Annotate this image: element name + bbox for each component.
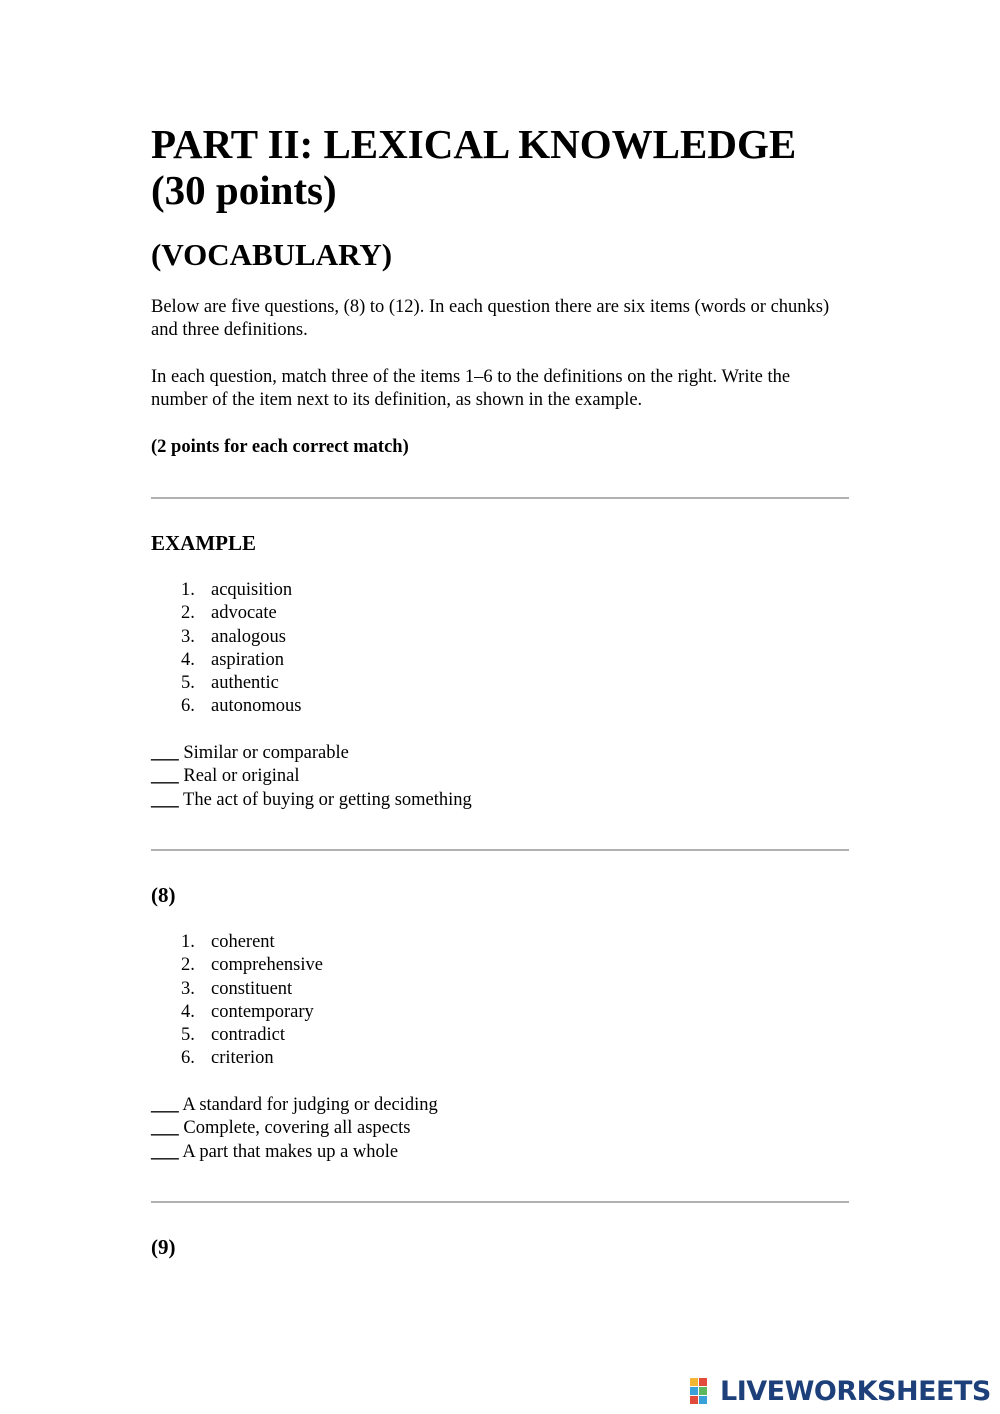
intro-paragraph-1: Below are five questions, (8) to (12). In each question there are six items (words or chunks) and three definitions.: [151, 297, 830, 341]
logo-text: LIVEWORKSHEETS: [720, 1375, 991, 1407]
answer-blank[interactable]: ___: [151, 766, 179, 787]
title-line-2: (30 points): [151, 167, 337, 213]
item-number: 6.: [181, 1048, 195, 1069]
definition-row: [151, 789, 472, 812]
intro-paragraph-2: In each question, match three of the items 1–6 to the definitions on the right. Write the number of the item next to its definition, as shown in the example.: [151, 367, 791, 411]
item-number: 5.: [181, 1025, 195, 1046]
item-number: 1.: [181, 932, 195, 952]
divider: [151, 1201, 849, 1203]
item-word: contradict: [211, 1025, 285, 1046]
divider: [151, 849, 849, 851]
item-word: criterion: [211, 1048, 274, 1069]
answer-blank[interactable]: ___: [151, 1118, 179, 1139]
definition-text: Complete, covering all aspects: [183, 1118, 411, 1139]
question-8-definition-list: [151, 1094, 438, 1164]
item-word: constituent: [211, 978, 293, 999]
definition-text: The act of buying or getting something: [183, 789, 472, 810]
item-word: comprehensive: [211, 955, 323, 976]
item-number: 1.: [181, 580, 195, 600]
example-heading: EXAMPLE: [151, 531, 256, 555]
definition-text: A standard for judging or deciding: [182, 1095, 438, 1115]
example-definition-list: [151, 742, 472, 812]
item-word: coherent: [211, 932, 275, 952]
points-note: (2 points for each correct match): [151, 437, 409, 457]
definition-row: [151, 1094, 438, 1117]
item-word: advocate: [211, 603, 277, 624]
section-subtitle: (VOCABULARY): [151, 237, 393, 272]
definition-text: A part that makes up a whole: [182, 1141, 399, 1162]
answer-blank[interactable]: ___: [151, 1095, 179, 1115]
item-word: contemporary: [211, 1001, 314, 1022]
divider: [151, 497, 849, 499]
item-number: 4.: [181, 649, 195, 670]
question-8-heading: (8): [151, 883, 176, 907]
item-word: aspiration: [211, 649, 284, 670]
answer-blank[interactable]: ___: [151, 743, 179, 763]
item-number: 2.: [181, 603, 195, 624]
title-line-1: PART II: LEXICAL KNOWLEDGE: [151, 121, 797, 167]
definition-row: [151, 1117, 438, 1140]
definition-text: Real or original: [183, 766, 300, 787]
page-title: [151, 121, 796, 213]
definition-row: [151, 765, 472, 788]
question-9-heading: (9): [151, 1235, 176, 1259]
item-number: 3.: [181, 978, 195, 999]
definition-row: [151, 742, 472, 765]
item-number: 2.: [181, 955, 195, 976]
liveworksheets-logo: [690, 1376, 991, 1406]
item-word: analogous: [211, 626, 287, 647]
definition-row: [151, 1141, 438, 1164]
item-word: acquisition: [211, 580, 293, 600]
item-number: 4.: [181, 1001, 195, 1022]
definition-text: Similar or comparable: [183, 743, 349, 763]
answer-blank[interactable]: ___: [151, 1141, 179, 1162]
item-number: 6.: [181, 696, 195, 717]
item-number: 5.: [181, 673, 195, 694]
item-word: autonomous: [211, 696, 302, 717]
item-number: 3.: [181, 626, 195, 647]
answer-blank[interactable]: ___: [151, 789, 179, 810]
logo-tiles-icon: [690, 1378, 716, 1404]
item-word: authentic: [211, 673, 279, 694]
